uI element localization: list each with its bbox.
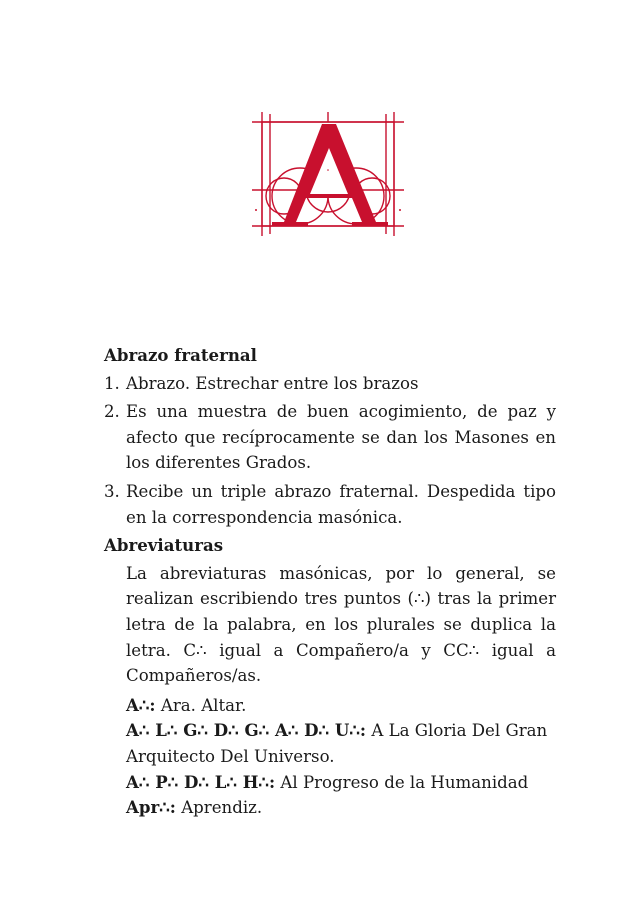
- entry-title-abreviaturas: Abreviaturas: [104, 535, 224, 556]
- abrazo-definitions: [104, 371, 556, 531]
- list-item: 1. Abrazo. Estrechar entre los brazos: [104, 373, 419, 393]
- abbreviation-item: A∴: Ara. Altar.: [126, 694, 247, 715]
- abbreviation-item: Apr∴: Aprendiz.: [126, 797, 263, 818]
- drop-cap-illustration: [248, 110, 408, 238]
- abreviaturas-body: [104, 561, 556, 821]
- glossary-content: [104, 340, 556, 821]
- abbreviation-item: A∴ L∴ G∴ D∴ G∴ A∴ D∴ U∴: A La Gloria Del Gran Arquitecto Del Universo.: [126, 720, 548, 766]
- drop-cap-letter-a-icon: [248, 110, 408, 238]
- list-item: 2. Es una muestra de buen acogimiento, de paz y afecto que recíprocamente se dan los Masones en los diferentes Grados.: [104, 402, 556, 473]
- list-item: 3. Recibe un triple abrazo fraternal. Despedida tipo en la correspondencia masónica.: [104, 481, 556, 527]
- abreviaturas-paragraph: La abreviaturas masónicas, por lo general, se realizan escribiendo tres puntos (∴) tras la primer letra de la palabra, en los plurales se duplica la letra. C∴ igual a Compañero/a y CC∴ igual a Compañeros/as.: [126, 563, 556, 686]
- entry-title-abrazo: Abrazo fraternal: [104, 345, 257, 365]
- abbreviation-item: A∴ P∴ D∴ L∴ H∴: Al Progreso de la Humanidad: [126, 771, 529, 792]
